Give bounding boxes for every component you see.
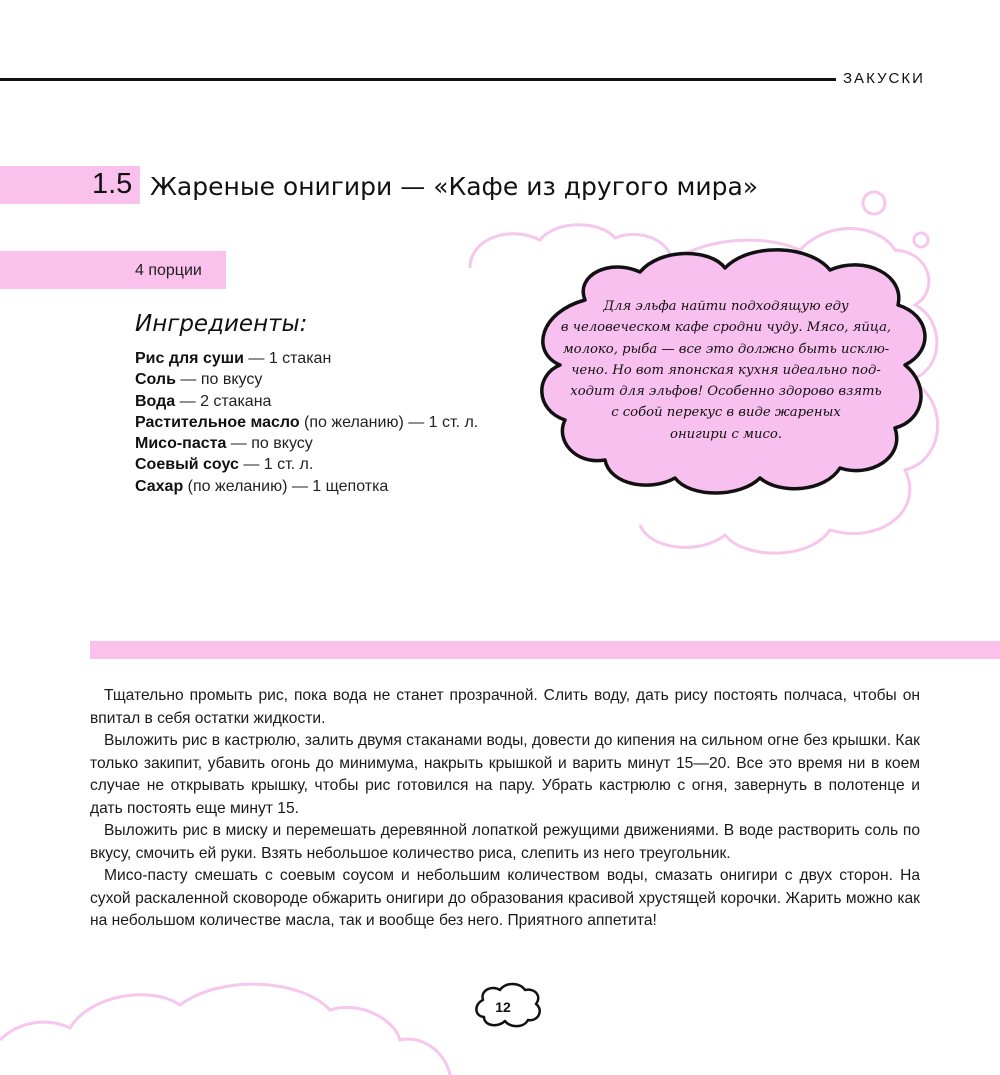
section-label: ЗАКУСКИ (843, 70, 925, 87)
instruction-paragraph: Выложить рис в кастрюлю, залить двумя стаканами воды, довести до кипения на сильном огне без крышки. Как только закипит, убавить огонь до минимума, накрыть крышкой и варить минут 15—20. Все это время ни в коем случае не открывать крышку, чтобы рис готовился на пару. Убрать кастрюлю с огня, завернуть в полотенце и дать постоять еще минут 15. (90, 732, 920, 817)
speech-line: в человеческом кафе сродни чуду. Мясо, яйца, (560, 320, 892, 336)
speech-bubble-text (541, 296, 911, 445)
ingredient-note: (по желанию) (299, 413, 404, 431)
ingredient-item (135, 348, 478, 369)
ingredient-amount: — 2 стакана (175, 392, 272, 410)
ingredient-name: Мисо-паста (135, 435, 227, 453)
speech-line: чено. Но вот японская кухня идеально под- (571, 362, 881, 378)
ingredient-name: Растительное масло (135, 413, 300, 431)
ingredient-name: Соль (135, 371, 176, 389)
speech-line: онигири с мисо. (670, 426, 782, 442)
ingredient-name: Сахар (135, 477, 184, 495)
ingredients-list (135, 348, 478, 497)
section-divider-band (90, 641, 1000, 659)
background-cloud-dot (914, 233, 928, 247)
header-rule (0, 78, 836, 81)
ingredient-item (135, 476, 478, 497)
ingredients-heading: Ингредиенты: (135, 311, 308, 337)
ingredient-amount: — 1 стакан (243, 350, 332, 367)
bottom-cloud-outline (0, 984, 450, 1075)
ingredient-item (135, 369, 478, 390)
recipe-number: 1.5 (92, 168, 133, 200)
ingredient-note: (по желанию) (183, 477, 288, 495)
ingredient-amount: — 1 ст. л. (403, 413, 479, 431)
ingredient-amount: — 1 ст. л. (238, 456, 314, 474)
servings: 4 порции (135, 262, 202, 279)
recipe-title: Жареные онигири — «Кафе из другого мира» (150, 172, 759, 201)
instruction-paragraph: Выложить рис в миску и перемешать деревянной лопаткой режущими движениями. В воде растворить соль по вкусу, смочить ей руки. Взять небольшое количество риса, слепить из него треугольник. (90, 822, 920, 862)
speech-line: ходит для эльфов! Особенно здорово взять (570, 384, 882, 400)
ingredient-amount: — по вкусу (226, 435, 313, 453)
speech-line: Для эльфа найти подходящую еду (603, 299, 849, 314)
ingredient-item (135, 433, 478, 454)
ingredient-name: Вода (135, 392, 176, 410)
page-number: 12 (495, 999, 511, 1015)
ingredient-name: Рис для суши (135, 350, 244, 367)
ingredient-item (135, 412, 478, 433)
ingredient-amount: — 1 щепотка (287, 477, 389, 495)
instruction-paragraph: Мисо-пасту смешать с соевым соусом и небольшим количеством воды, смазать онигири с двух сторон. На сухой раскаленной сковороде обжарить онигири до образования красивой хрустящей корочки. Жарить можно как на небольшом количестве масла, так и вообще без него. Приятного аппетита! (90, 867, 920, 929)
ingredient-name: Соевый соус (135, 456, 239, 474)
ingredient-item (135, 454, 478, 475)
ingredient-item (135, 391, 478, 412)
background-cloud-dot (863, 192, 885, 214)
instructions (90, 685, 920, 933)
speech-line: молоко, рыба — все это должно быть исклю- (562, 341, 890, 357)
speech-line: с собой перекус в виде жареных (611, 405, 841, 421)
ingredient-amount: — по вкусу (175, 371, 263, 389)
instruction-paragraph: Тщательно промыть рис, пока вода не станет прозрачной. Слить воду, дать рису постоять полчаса, чтобы он впитал в себя остатки жидкости. (90, 687, 920, 727)
